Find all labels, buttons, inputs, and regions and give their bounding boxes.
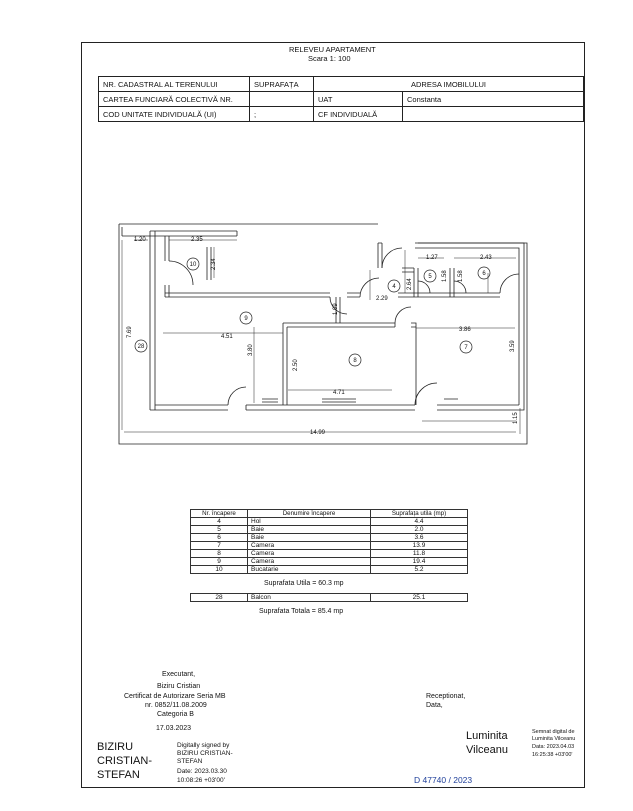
door-arc: [382, 248, 402, 268]
column-header: Denumire încapere: [248, 510, 371, 518]
dimension-label: 14.99: [310, 430, 326, 436]
table-cell: 2.0: [371, 526, 468, 534]
signer-left-name: BIZIRU: [97, 741, 134, 753]
table-row: [191, 526, 468, 534]
column-header: Suprafața utila (mp): [371, 510, 468, 518]
room-label: 6: [482, 271, 486, 277]
dimension-label: 2.43: [480, 255, 492, 261]
dimension-label: 4.51: [221, 334, 233, 340]
digital-signature-text: Semnat digital de: [532, 729, 575, 735]
executant-category: Categoria B: [157, 711, 194, 718]
dimension-label: 2.34: [211, 258, 217, 270]
dimension-label: 3.80: [248, 344, 254, 356]
wall: [122, 227, 150, 236]
window: [262, 399, 458, 402]
receptionat-date: Data,: [426, 702, 443, 709]
table-cell: 5: [191, 526, 248, 534]
room-label: 10: [189, 262, 197, 268]
table-cell: 6: [191, 534, 248, 542]
digital-signature-text: BIZIRU CRISTIAN-: [177, 750, 233, 757]
table-row: [191, 594, 468, 602]
door-arc: [418, 281, 430, 293]
executant-name: Biziru Cristian: [157, 683, 201, 690]
dimension-label: 1.58: [458, 270, 464, 282]
page-title: RELEVEU APARTAMENT: [289, 45, 376, 54]
table-row: [191, 558, 468, 566]
dimension-label: 4.71: [333, 390, 345, 396]
signer-right-name: Luminita: [466, 730, 508, 742]
dimension-label: 1.58: [442, 270, 448, 282]
balcony-table: [190, 593, 468, 602]
executant-date: 17.03.2023: [156, 725, 192, 732]
door-arc: [500, 274, 519, 293]
table-cell: Balcon: [248, 594, 371, 602]
table-cell: 9: [191, 558, 248, 566]
cod-ui-value: ;: [250, 107, 314, 122]
wall: [246, 405, 415, 410]
room-label: 8: [353, 358, 357, 364]
room-label: 9: [244, 316, 248, 322]
signer-left-name: CRISTIAN-: [97, 755, 152, 767]
room-label: 28: [137, 344, 145, 350]
table-cell: 4.4: [371, 518, 468, 526]
document-number: D 47740 / 2023: [414, 775, 473, 785]
table-cell: Baie: [248, 526, 371, 534]
room-label: 5: [428, 274, 432, 280]
wall: [165, 285, 169, 297]
table-row: [191, 542, 468, 550]
wall: [192, 293, 360, 297]
table-row: [191, 534, 468, 542]
carte-funciara-label: CARTEA FUNCIARĂ COLECTIVĂ NR.: [99, 92, 250, 107]
digital-signature-text: Luminita Vilceanu: [532, 736, 576, 742]
executant-cert-number: nr. 0852/11.08.2009: [145, 702, 207, 709]
wall: [165, 236, 169, 261]
door-arc: [415, 383, 437, 405]
wall: [411, 323, 416, 405]
receptionat-label: Receptionat,: [426, 693, 466, 700]
dimension-label: 7.69: [127, 326, 133, 338]
table-cell: 11.8: [371, 550, 468, 558]
room-label: 4: [392, 284, 396, 290]
table-cell: 7: [191, 542, 248, 550]
table-cell: 13.9: [371, 542, 468, 550]
digital-signature-text: STEFAN: [177, 758, 203, 765]
cadastral-label: NR. CADASTRAL AL TERENULUI: [99, 77, 250, 92]
wall: [150, 405, 228, 410]
dimension-label: 1.15: [513, 412, 519, 424]
rooms-table: [190, 509, 468, 574]
table-cell: 8: [191, 550, 248, 558]
dimension-label: 2.29: [376, 296, 388, 302]
table-cell: 3.6: [371, 534, 468, 542]
digital-signature-text: Data: 2023.04.03: [532, 744, 575, 750]
table-cell: 5.2: [371, 566, 468, 574]
table-row: [191, 550, 468, 558]
address-label: ADRESA IMOBILULUI: [314, 77, 584, 92]
column-header: Nr. încapere: [191, 510, 248, 518]
scale-label: Scara 1: 100: [308, 54, 351, 63]
balcony-outline: [119, 224, 527, 444]
cod-ui-label: COD UNITATE INDIVIDUALĂ (UI): [99, 107, 250, 122]
executant-certificate: Certificat de Autorizare Seria MB: [124, 693, 226, 700]
digital-signature-text: Date: 2023.03.30: [177, 768, 227, 775]
dimension-label: 3.59: [510, 340, 516, 352]
door-arc: [395, 307, 411, 323]
dimension-label: 3.86: [459, 327, 471, 333]
door-arc: [360, 278, 379, 297]
table-cell: Bucatarie: [248, 566, 371, 574]
total-surface: Suprafata Totala = 85.4 mp: [259, 608, 344, 615]
table-cell: 25.1: [371, 594, 468, 602]
table-cell: Hol: [248, 518, 371, 526]
uat-label: UAT: [314, 92, 403, 107]
table-cell: Camera: [248, 558, 371, 566]
useful-surface-total: Suprafata Utila = 60.3 mp: [264, 580, 344, 587]
digital-signature-text: 10:08:26 +03'00': [177, 777, 225, 784]
table-row: [191, 518, 468, 526]
dimension-label: 1.09: [333, 303, 339, 315]
digital-signature-text: Digitally signed by: [177, 742, 230, 749]
table-cell: 10: [191, 566, 248, 574]
table-cell: Camera: [248, 550, 371, 558]
table-cell: 19.4: [371, 558, 468, 566]
wall: [402, 268, 414, 272]
digital-signature-text: 16:25:38 +03'00': [532, 752, 573, 758]
room-label: 7: [464, 345, 468, 351]
signer-right-name: Vilceanu: [466, 744, 508, 756]
dimension-label: 1.20: [134, 237, 146, 243]
table-cell: 28: [191, 594, 248, 602]
wall: [398, 293, 500, 297]
table-row: [191, 566, 468, 574]
dimension-label: 2.64: [407, 278, 413, 290]
surface-label: SUPRAFAȚA: [250, 77, 314, 92]
table-cell: 4: [191, 518, 248, 526]
dimension-label: 2.35: [191, 237, 203, 243]
table-cell: Baie: [248, 534, 371, 542]
door-arc: [228, 387, 246, 405]
table-cell: Camera: [248, 542, 371, 550]
dimension-label: 1.27: [426, 255, 438, 261]
wall: [378, 243, 382, 268]
dimension-label: 2.50: [293, 359, 299, 371]
executant-label: Executant,: [162, 671, 196, 678]
uat-value: Constanta: [403, 92, 584, 107]
signer-left-name: STEFAN: [97, 769, 140, 781]
cf-individuala-label: CF INDIVIDUALĂ: [314, 107, 403, 122]
